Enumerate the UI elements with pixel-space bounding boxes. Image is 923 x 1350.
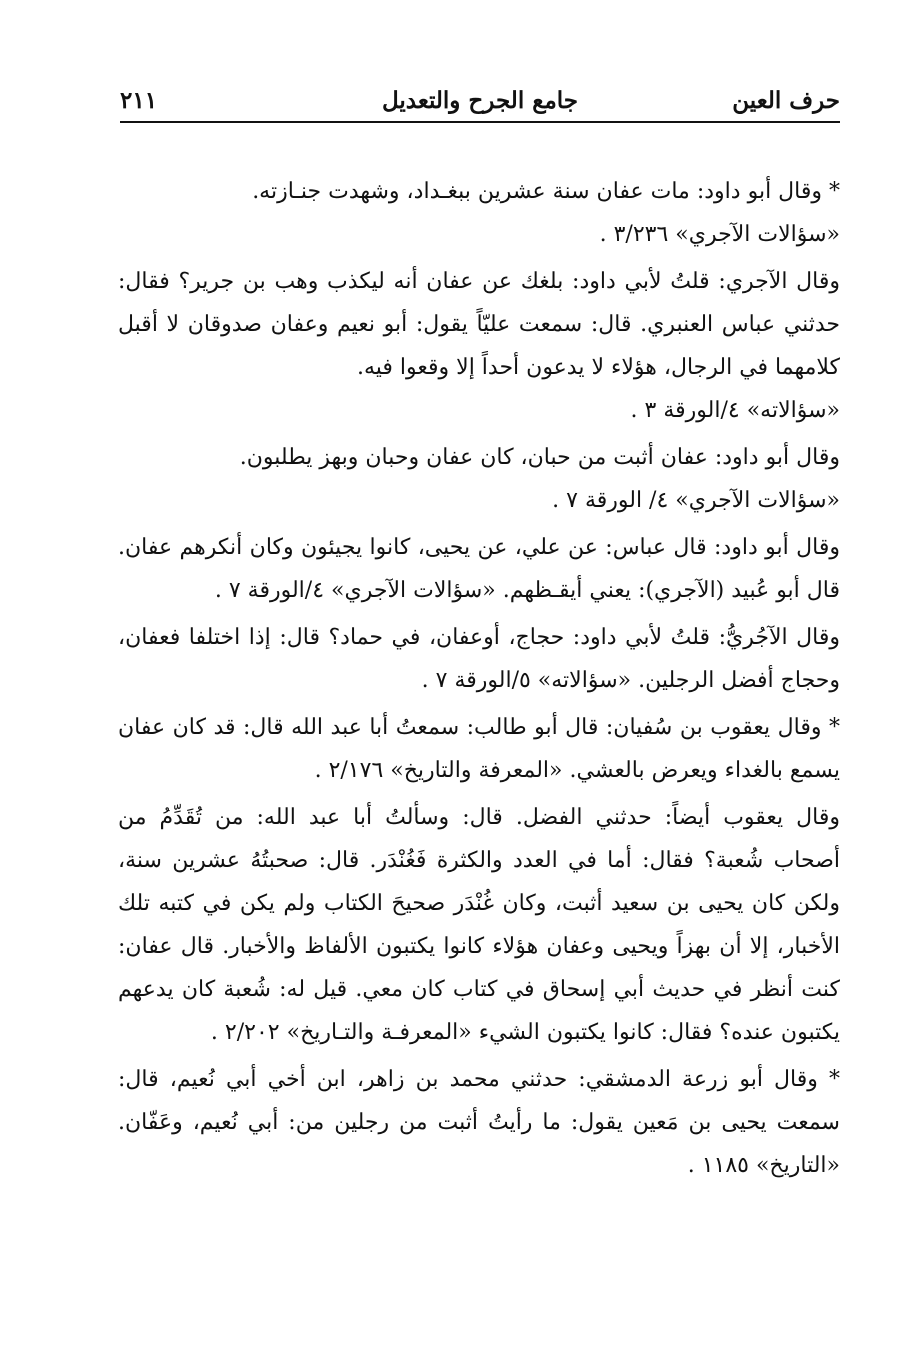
page-header [120,86,840,124]
source-citation: «سؤالات الآجري» ٤/ الورقة ٧ . [552,488,840,513]
paragraph [118,260,840,432]
chapter-title: حرف العين [732,87,840,114]
paragraph [118,1058,840,1187]
paragraph-text: * وقال أبو داود: مات عفان سنة عشرين ببغـداد، وشهدت جنـازته. [252,179,840,204]
page-body [118,170,840,1191]
paragraph [118,170,840,256]
paragraph [118,436,840,522]
book-title: جامع الجرح والتعديل [381,87,579,114]
paragraph-text: وقال الآجري: قلتُ لأبي داود: بلغك عن عفان أنه ليكذب وهب بن جرير؟ فقال: حدثني عباس العنبري. قال: سمعت عليّاً يقول: أبو نعيم وعفان صدوقان لا أقبل كلامهما في الرجال، هؤلاء لا يدعون أحداً إلا وقعوا فيه. [118,269,840,380]
paragraph-text: وقال أبو داود: قال عباس: عن علي، عن يحيى، كانوا يجيئون وكان أنكرهم عفان. قال أبو عُبيد (الآجري): يعني أيقـظهم. «سؤالات الآجري» ٤/الورقة ٧ . [118,535,840,603]
paragraph-text: وقال الآجُريُّ: قلتُ لأبي داود: حجاج، أوعفان، في حماد؟ قال: إذا اختلفا فعفان، وحجاج أفضل الرجلين. «سؤالاته» ٥/الورقة ٧ . [118,625,840,693]
paragraph [118,526,840,612]
paragraph [118,706,840,792]
paragraph-text: * وقال أبو زرعة الدمشقي: حدثني محمد بن زاهر، ابن أخي أبي نُعيم، قال: سمعت يحيى بن مَعين يقول: ما رأيتُ أثبت من رجلين من: أبي نُعيم، وعَفّان. «التاريخ» ١١٨٥ . [118,1067,840,1178]
paragraph-text: وقال أبو داود: عفان أثبت من حبان، كان عفان وحبان وبهز يطلبون. [239,445,840,470]
paragraph [118,796,840,1054]
paragraph-text: * وقال يعقوب بن سُفيان: قال أبو طالب: سمعتُ أبا عبد الله قال: قد كان عفان يسمع بالغداء ويعرض بالعشي. «المعرفة والتاريخ» ٢/١٧٦ . [118,715,840,783]
paragraph-text: وقال يعقوب أيضاً: حدثني الفضل. قال: وسألتُ أبا عبد الله: من تُقَدِّمُ من أصحاب شُعبة؟ فقال: أما في العدد والكثرة فَغُنْدَر. قال: صحبتُهُ عشرين سنة، ولكن كان يحيى بن سعيد أثبت، وكان غُنْدَر صحيحَ الكتاب ولم يكن في كتبه تلك الأخبار، إلا أن بهزاً ويحيى وعفان هؤلاء كانوا يكتبون الألفاظ والأخبار. قال عفان: كنت أنظر في حديث أبي إسحاق في كتاب كان معي. قيل له: شُعبة كان يدعهم يكتبون عنده؟ فقال: كانوا يكتبون الشيء «المعرفـة والتـاريخ» ٢/٢٠٢ . [118,805,840,1045]
paragraph [118,616,840,702]
source-citation: «سؤالاته» ٤/الورقة ٣ . [630,398,840,423]
page-number: ٢١١ [120,87,158,114]
header-rule [120,121,840,123]
source-citation: «سؤالات الآجري» ٣/٢٣٦ . [599,222,840,247]
